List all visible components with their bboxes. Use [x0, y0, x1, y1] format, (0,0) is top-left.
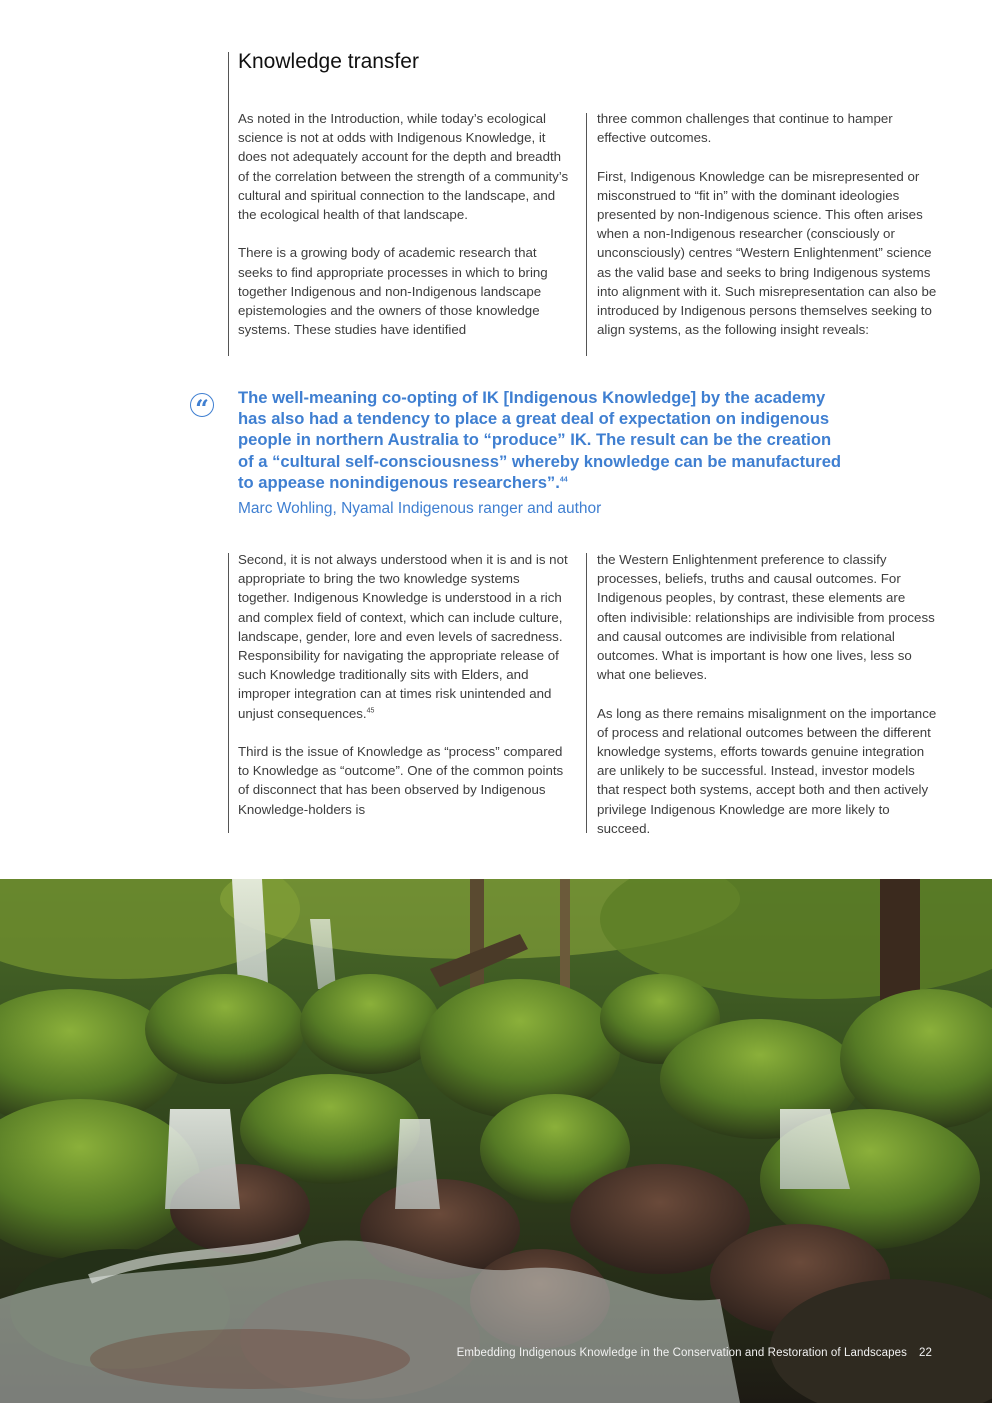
section2-right-column	[597, 550, 937, 838]
body-paragraph: the Western Enlightenment preference to classify processes, beliefs, truths and causal outcomes. For Indigenous peoples, by contrast, these elements are often indivisible: relationships are indivisible from process and causal outcomes are indivisible from relational outcomes. What is important is how one lives, less so what one believes.	[597, 552, 935, 683]
section1-right-column	[597, 109, 937, 339]
pull-quote-text: The well-meaning co-opting of IK [Indigenous Knowledge] by the academy has also had a tendency to place a great deal of expectation on indigenous people in northern Australia to “produce” IK. The result can be the creation of a “cultural self-consciousness” whereby knowledge can be manufactured to appease nonindigenous researchers”.	[238, 388, 842, 492]
body-paragraph: three common challenges that continue to hamper effective outcomes.	[597, 111, 893, 146]
rainforest-waterfall-photo	[0, 879, 992, 1403]
pull-quote	[238, 387, 848, 493]
margin-rule-top	[228, 52, 229, 356]
section-heading: Knowledge transfer	[238, 50, 419, 73]
column-rule-top	[586, 113, 587, 356]
margin-rule-bottom	[228, 553, 229, 833]
page-footer	[457, 1347, 932, 1359]
quote-icon: “	[190, 393, 214, 417]
body-paragraph	[238, 550, 572, 723]
body-paragraph: As noted in the Introduction, while today’s ecological science is not at odds with Indigenous Knowledge, it does not adequately account for the depth and breadth of the correlation between the strength of a community’s cultural and spiritual connection to the landscape, and the ecological health of that landscape.	[238, 111, 569, 223]
body-paragraph: Third is the issue of Knowledge as “process” compared to Knowledge as “outcome”. One of the common points of disconnect that has been observed by Indigenous Knowledge-holders is	[238, 744, 564, 817]
page-number: 22	[919, 1347, 932, 1359]
body-paragraph: As long as there remains misalignment on the importance of process and relational outcomes between the different knowledge systems, efforts towards genuine integration are unlikely to be successful. Instead, investor models that respect both systems, accept both and then actively privilege Indigenous Knowledge are more likely to succeed.	[597, 705, 937, 836]
footnote-marker: 45	[366, 707, 375, 715]
body-paragraph: There is a growing body of academic research that seeks to find appropriate processes in which to bring together Indigenous and non-Indigenous landscape epistemologies and the owners of those knowledge systems. These studies have identified	[238, 245, 548, 338]
column-rule-bottom	[586, 553, 587, 833]
footnote-marker: 44	[559, 476, 568, 484]
publication-title: Embedding Indigenous Knowledge in the Conservation and Restoration of Landscapes	[456, 1347, 907, 1359]
quote-attribution: Marc Wohling, Nyamal Indigenous ranger and author	[238, 500, 602, 517]
photo-illustration	[0, 879, 992, 1403]
body-paragraph: First, Indigenous Knowledge can be misrepresented or misconstrued to “fit in” with the dominant ideologies presented by non-Indigenous science. This often arises when a non-Indigenous researcher (consciously or unconsciously) centres “Western Enlightenment” science as the valid base and seeks to bring Indigenous systems into alignment with it. Such misrepresentation can also be introduced by Indigenous persons themselves seeking to align systems, as the following insight reveals:	[597, 168, 937, 338]
body-paragraph-text: Second, it is not always understood when it is and is not appropriate to bring the two knowledge systems together. Indigenous Knowledge is understood in a rich and complex field of context, which can include culture, landscape, gender, lore and even levels of sacredness. Responsibility for navigating the appropriate release of such Knowledge traditionally sits with Elders, and improper integration can at times risk unintended and unjust consequences.	[238, 552, 568, 721]
section1-left-column	[238, 109, 572, 339]
section2-left-column	[238, 550, 572, 819]
